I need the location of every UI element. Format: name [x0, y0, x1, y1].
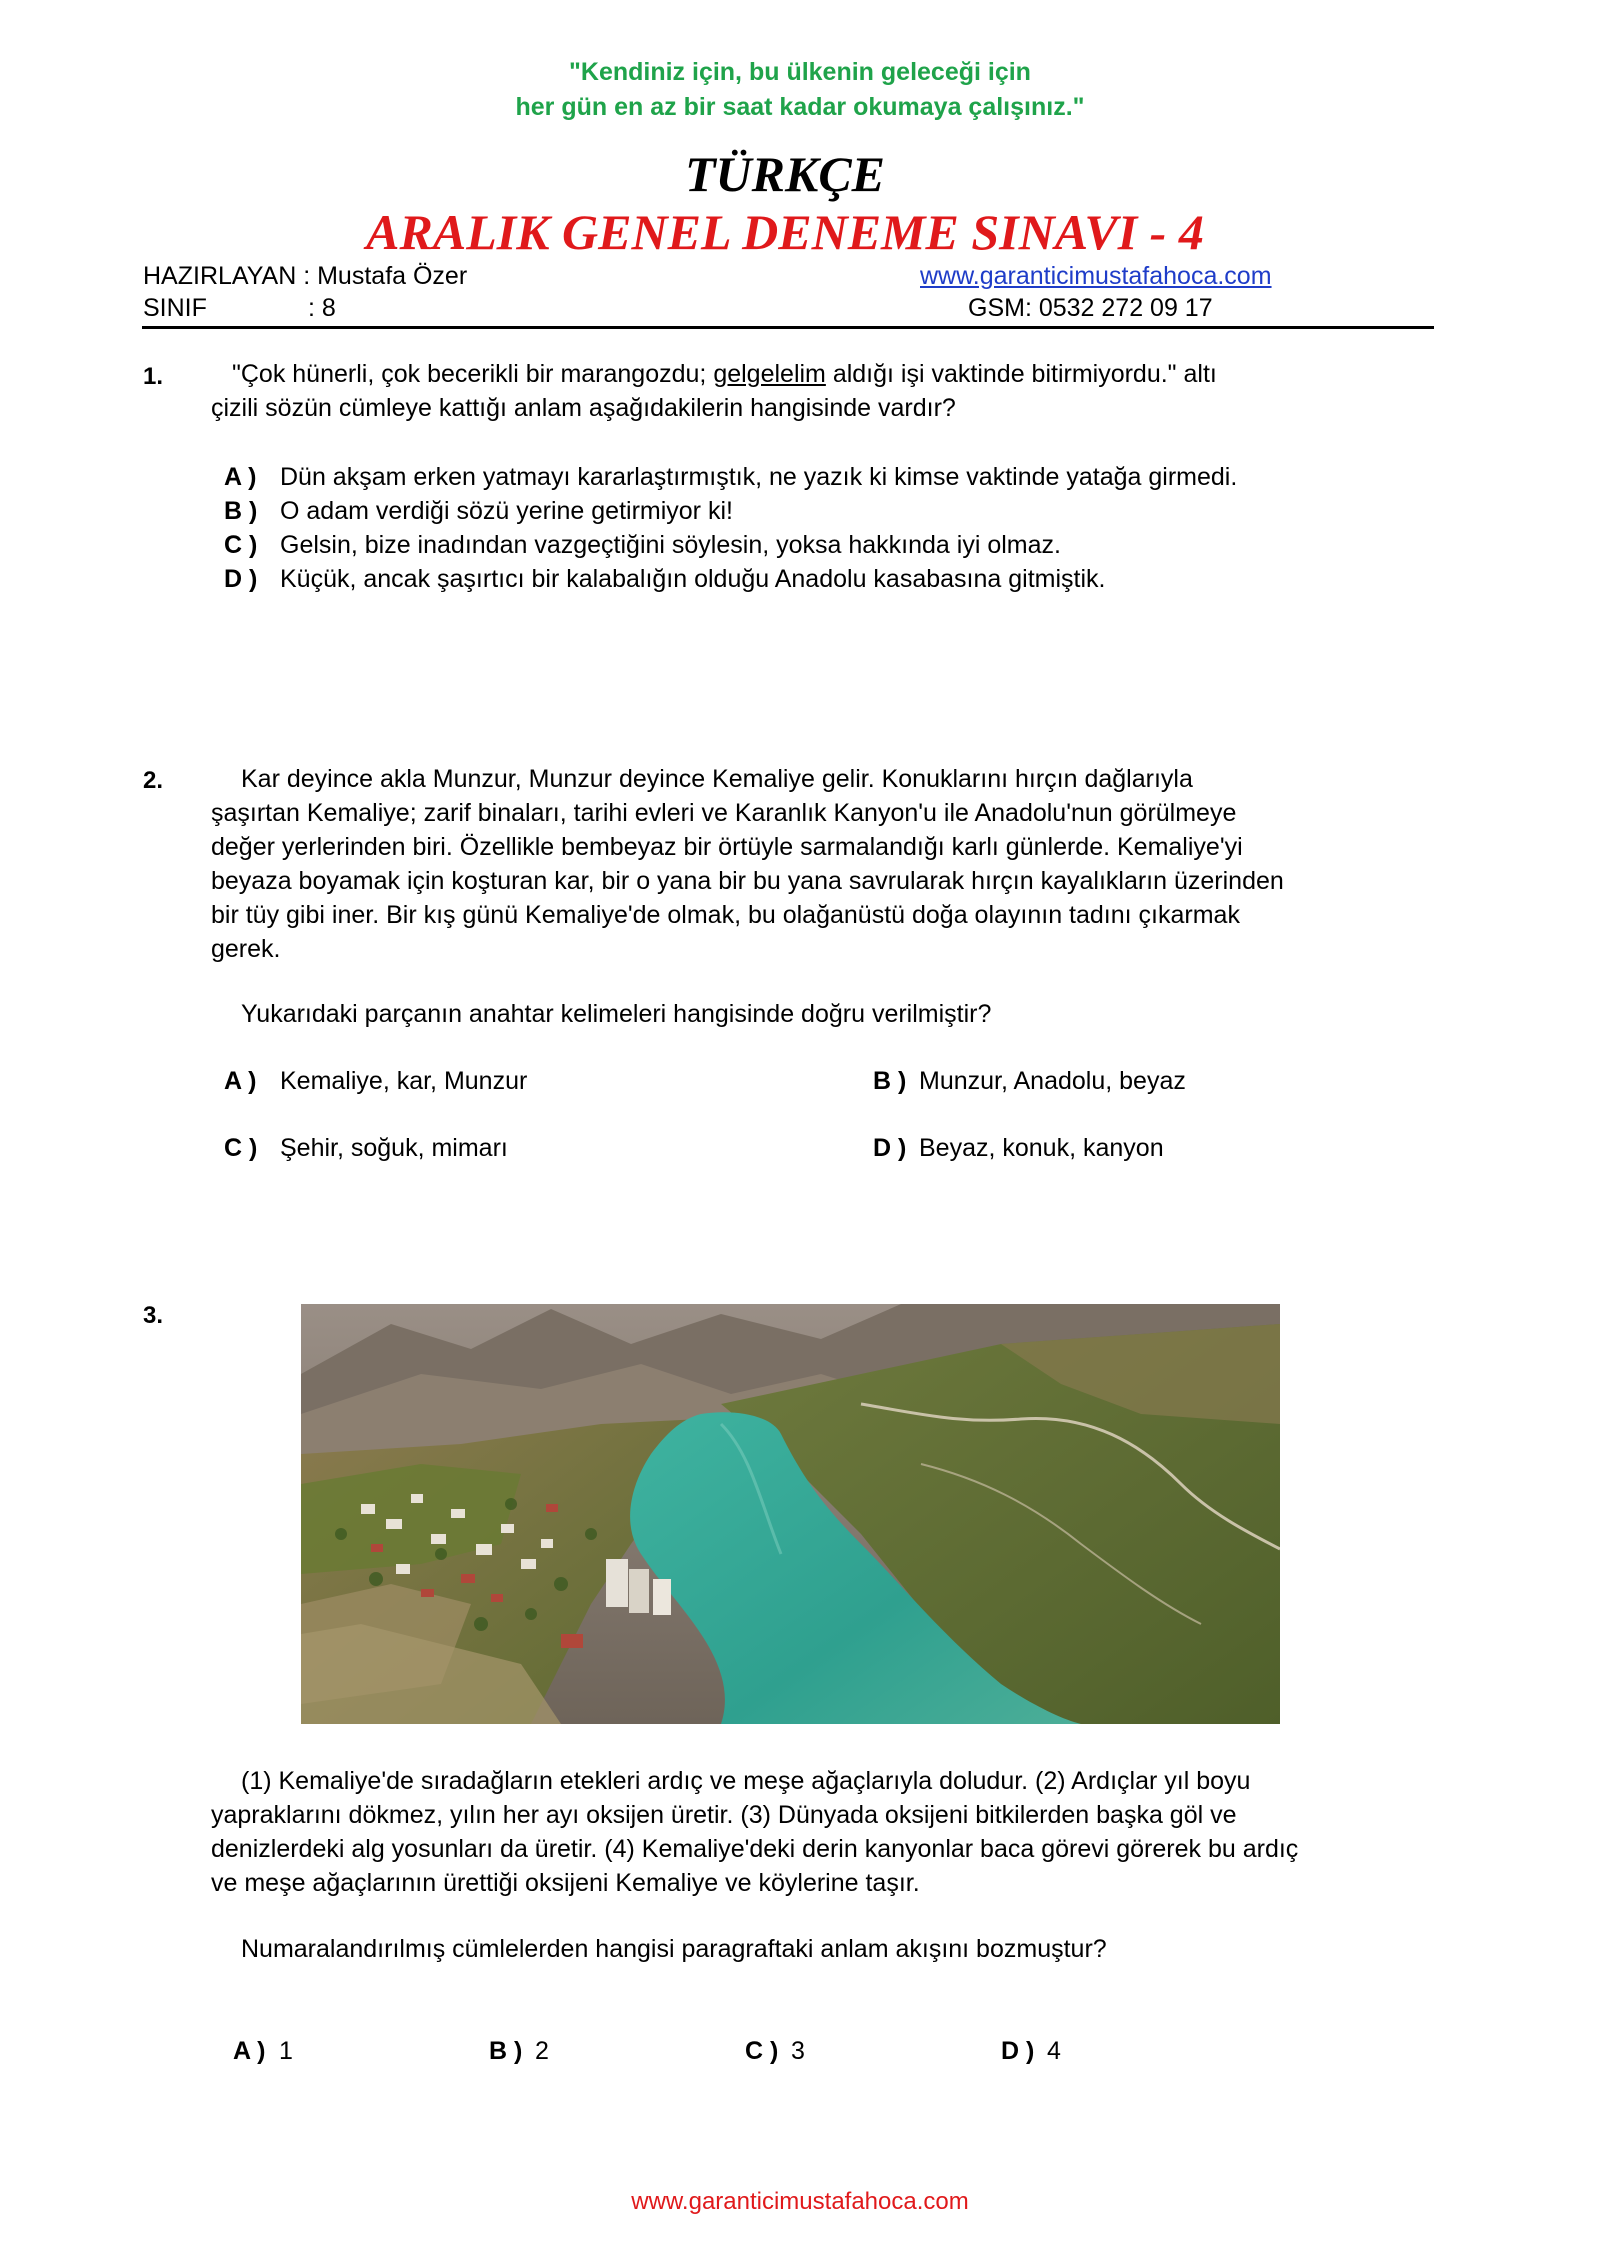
question-2-option-b[interactable] — [873, 1065, 1186, 1099]
option-letter: D ) — [873, 1134, 907, 1162]
question-1-option-b[interactable] — [224, 495, 733, 529]
question-1-option-d[interactable] — [224, 563, 1105, 597]
header-divider — [142, 326, 1434, 329]
option-text: 3 — [791, 2037, 805, 2065]
motto-line-1: "Kendiniz için, bu ülkenin geleceği için — [569, 58, 1031, 86]
option-text: O adam verdiği sözü yerine getirmiyor ki! — [280, 497, 733, 525]
option-text: Küçük, ancak şaşırtıcı bir kalabalığın olduğu Anadolu kasabasına gitmiştik. — [280, 565, 1106, 593]
question-2-question: Yukarıdaki parçanın anahtar kelimeleri hangisinde doğru verilmiştir? — [241, 1000, 992, 1028]
question-1-number: 1. — [143, 363, 164, 390]
question-2-passage-line-2: şaşırtan Kemaliye; zarif binaları, tarihi evleri ve Karanlık Kanyon'u ile Anadolu'nun görülmeye — [211, 799, 1237, 827]
option-letter: A ) — [224, 1067, 257, 1095]
option-letter: D ) — [1001, 2037, 1035, 2065]
question-1-stem — [232, 358, 1217, 392]
motto-line-2: her gün en az bir saat kadar okumaya çalışınız." — [515, 93, 1085, 121]
question-2-passage-line-4: beyaza boyamak için koşturan kar, bir o yana bir bu yana savrularak hırçın kayalıkların üzerinden — [211, 867, 1284, 895]
question-3-option-a[interactable] — [233, 2035, 293, 2069]
question-1-stem-part1: "Çok hünerli, çok becerikli bir marangozdu; — [232, 360, 714, 388]
phone-number: GSM: 0532 272 09 17 — [968, 294, 1213, 322]
question-3-question: Numaralandırılmış cümlelerden hangisi paragraftaki anlam akışını bozmuştur? — [241, 1935, 1107, 1963]
question-2-passage-line-1: Kar deyince akla Munzur, Munzur deyince Kemaliye gelir. Konuklarını hırçın dağlarıyla — [241, 765, 1193, 793]
question-1-stem-line-2: çizili sözün cümleye kattığı anlam aşağıdakilerin hangisinde vardır? — [211, 394, 956, 422]
question-1-stem-part2: aldığı işi vaktinde bitirmiyordu." altı — [825, 360, 1217, 388]
question-3-number: 3. — [143, 1302, 164, 1329]
class-label: SINIF — [143, 294, 207, 322]
question-3-option-d[interactable] — [1001, 2035, 1061, 2069]
class-value: : 8 — [308, 294, 336, 322]
option-letter: B ) — [873, 1067, 907, 1095]
question-2-option-a[interactable] — [224, 1065, 527, 1099]
option-text: Gelsin, bize inadından vazgeçtiğini söylesin, yoksa hakkında iyi olmaz. — [280, 531, 1061, 559]
option-letter: C ) — [224, 1134, 258, 1162]
question-3-option-b[interactable] — [489, 2035, 549, 2069]
question-2-option-c[interactable] — [224, 1132, 508, 1166]
option-letter: A ) — [233, 2037, 266, 2065]
question-2-passage-line-6: gerek. — [211, 935, 281, 963]
exam-title: ARALIK GENEL DENEME SINAVI - 4 — [366, 204, 1204, 260]
question-3-passage-line-2: yapraklarını dökmez, yılın her ayı oksijen üretir. (3) Dünyada oksijeni bitkilerden başka göl ve — [211, 1801, 1237, 1829]
option-text: 1 — [279, 2037, 293, 2065]
option-letter: B ) — [489, 2037, 523, 2065]
option-letter: C ) — [224, 531, 258, 559]
option-letter: A ) — [224, 463, 257, 491]
option-letter: B ) — [224, 497, 258, 525]
option-text: Munzur, Anadolu, beyaz — [919, 1067, 1186, 1095]
subject-title: TÜRKÇE — [684, 146, 886, 202]
option-letter: C ) — [745, 2037, 779, 2065]
option-text: Beyaz, konuk, kanyon — [919, 1134, 1164, 1162]
question-2-passage-line-3: değer yerlerinden biri. Özellikle bembeyaz bir örtüyle sarmalandığı karlı günlerde. Kemaliye'yi — [211, 833, 1243, 861]
question-2-passage-line-5: bir tüy gibi iner. Bir kış günü Kemaliye'de olmak, bu olağanüstü doğa olayının tadını çıkarmak — [211, 901, 1240, 929]
option-text: 2 — [535, 2037, 549, 2065]
question-3-passage-line-1: (1) Kemaliye'de sıradağların etekleri ardıç ve meşe ağaçlarıyla doludur. (2) Ardıçlar yıl boyu — [241, 1767, 1251, 1795]
kemaliye-canyon-photo — [301, 1304, 1280, 1724]
option-text: Kemaliye, kar, Munzur — [280, 1067, 528, 1095]
option-text: Şehir, soğuk, mimarı — [280, 1134, 508, 1162]
option-letter: D ) — [224, 565, 258, 593]
question-3-option-c[interactable] — [745, 2035, 805, 2069]
header-website-link[interactable]: www.garanticimustafahoca.com — [920, 262, 1272, 290]
option-text: 4 — [1047, 2037, 1061, 2065]
question-1-option-c[interactable] — [224, 529, 1061, 563]
underlined-word: gelgelelim — [713, 360, 826, 388]
footer-website-link[interactable]: www.garanticimustafahoca.com — [631, 2188, 969, 2215]
prepared-by: HAZIRLAYAN : Mustafa Özer — [143, 262, 468, 290]
question-2-option-d[interactable] — [873, 1132, 1164, 1166]
question-3-passage-line-4: ve meşe ağaçlarının ürettiği oksijeni Kemaliye ve köylerine taşır. — [211, 1869, 920, 1897]
question-1-option-a[interactable] — [224, 461, 1237, 495]
question-3-passage-line-3: denizlerdeki alg yosunları da üretir. (4) Kemaliye'deki derin kanyonlar baca görevi görerek bu ardıç — [211, 1835, 1299, 1863]
option-text: Dün akşam erken yatmayı kararlaştırmıştık, ne yazık ki kimse vaktinde yatağa girmedi. — [280, 463, 1238, 491]
question-2-number: 2. — [143, 767, 164, 794]
